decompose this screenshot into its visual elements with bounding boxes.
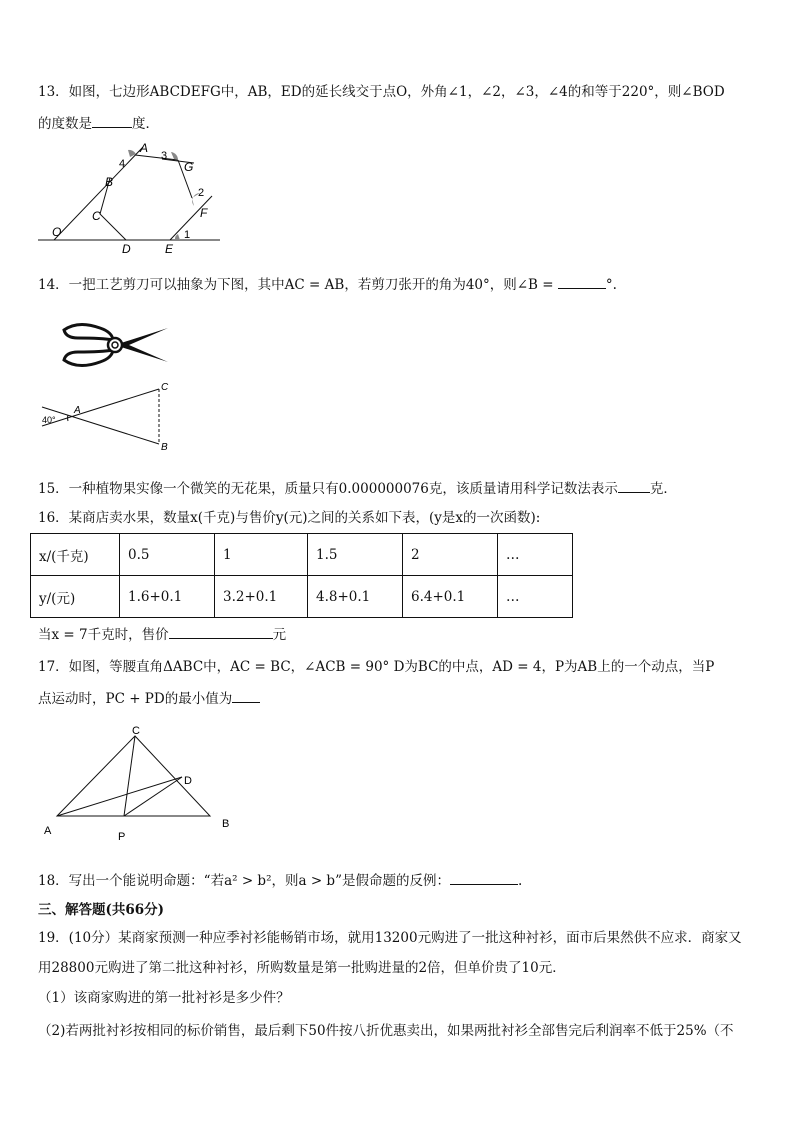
q13-label-D: D bbox=[122, 242, 131, 255]
table-cell: 1.5 bbox=[308, 534, 403, 576]
q19-sub1: （1）该商家购进的第一批衬衫是多少件？ bbox=[38, 990, 290, 1006]
table-cell: 4.8+0.1 bbox=[308, 576, 403, 618]
q15-text bbox=[38, 478, 677, 499]
table-cell: 1.6+0.1 bbox=[120, 576, 215, 618]
q14-label-A: A bbox=[74, 405, 81, 416]
q16-table bbox=[30, 533, 573, 618]
q15-answer-blank[interactable] bbox=[618, 478, 650, 493]
table-cell: 1 bbox=[215, 534, 308, 576]
q13-label-3: 3 bbox=[161, 150, 168, 162]
q16-answer-blank[interactable] bbox=[169, 624, 273, 639]
q13-label-F: F bbox=[200, 206, 208, 220]
q13-label-G: G bbox=[184, 160, 194, 174]
table-cell: … bbox=[498, 576, 573, 618]
q13-label-A: A bbox=[140, 141, 149, 155]
q19-text-line2: 用28800元购进了第二批这种衬衫，所购数量是第一批购进量的2倍，但单价贵了10元． bbox=[38, 960, 566, 976]
table-row bbox=[31, 576, 573, 618]
q16-text: 16．某商店卖水果，数量x(千克)与售价y(元)之间的关系如下表，(y是x的一次函数): bbox=[38, 510, 541, 526]
q17-label-B: B bbox=[222, 818, 230, 830]
q17-text-line2 bbox=[38, 688, 260, 709]
q13-label-1: 1 bbox=[184, 229, 191, 241]
q14-label-B: B bbox=[161, 442, 168, 453]
q13-text-line2 bbox=[38, 113, 159, 134]
q13-text-post: 度． bbox=[132, 116, 159, 132]
q18-text-tail: . bbox=[517, 873, 523, 889]
q13-text-pre: 的度数是 bbox=[38, 116, 92, 132]
q17-answer-blank[interactable] bbox=[232, 688, 260, 703]
q13-answer-blank[interactable] bbox=[92, 113, 132, 128]
table-cell: 0.5 bbox=[120, 534, 215, 576]
q17-label-D: D bbox=[184, 775, 192, 787]
q16-after-post: 元 bbox=[272, 627, 287, 643]
q14-text bbox=[38, 274, 617, 295]
q19-text-line1: 19．(10分）某商家预测一种应季衬衫能畅销市场，就用13200元购进了一批这种衬衫，面市后果然供不应求．商家又 bbox=[38, 930, 742, 946]
q14-label-C: C bbox=[161, 382, 169, 393]
q13-label-C: C bbox=[92, 209, 101, 223]
q13-label-E: E bbox=[165, 242, 174, 255]
table-cell: x/(千克) bbox=[31, 534, 120, 576]
q13-text-line1: 13．如图，七边形ABCDEFG中，AB，ED的延长线交于点O，外角∠1，∠2，∠3，∠4的和等于220°，则∠BOD bbox=[38, 84, 725, 100]
q18-text-main: 18．写出一个能说明命题：“若a² > b²，则a > b”是假命题的反例： bbox=[38, 873, 450, 889]
q17-label-A: A bbox=[44, 825, 52, 837]
q14-figure bbox=[38, 378, 178, 453]
q16-after bbox=[38, 624, 286, 645]
scissors-icon bbox=[58, 318, 170, 372]
q14-label-angle: 40° bbox=[42, 415, 56, 425]
section-heading: 三、解答题(共66分) bbox=[38, 902, 165, 918]
q14-answer-blank[interactable] bbox=[558, 274, 606, 289]
q17-figure bbox=[38, 722, 248, 846]
q17-label-P: P bbox=[118, 831, 126, 843]
table-cell: 6.4+0.1 bbox=[403, 576, 498, 618]
table-cell: … bbox=[498, 534, 573, 576]
q16-after-pre: 当x = 7千克时，售价 bbox=[38, 627, 169, 643]
table-row bbox=[31, 534, 573, 576]
table-cell: y/(元) bbox=[31, 576, 120, 618]
q15-text-tail: 克． bbox=[649, 481, 677, 497]
table-cell: 3.2+0.1 bbox=[215, 576, 308, 618]
q13-label-2: 2 bbox=[198, 187, 205, 199]
q15-text-main: 15．一种植物果实像一个微笑的无花果，质量只有0.000000076克，该质量请用科学记数法表示 bbox=[38, 481, 618, 497]
q13-label-B: B bbox=[105, 175, 114, 189]
q18-answer-blank[interactable] bbox=[450, 870, 518, 885]
q17-text-line1: 17．如图，等腰直角ΔABC中，AC = BC，∠ACB = 90° D为BC的中点，AD = 4，P为AB上的一个动点，当P bbox=[38, 659, 715, 675]
q17-text-main: 点运动时，PC + PD的最小值为 bbox=[38, 691, 233, 707]
table-cell: 2 bbox=[403, 534, 498, 576]
q13-label-4: 4 bbox=[119, 158, 126, 170]
q13-label-O: O bbox=[52, 225, 62, 239]
q14-text-tail: °. bbox=[605, 277, 617, 293]
q19-sub2: （2)若两批衬衫按相同的标价销售，最后剩下50件按八折优惠卖出，如果两批衬衫全部售完后利润率不低于25%（不 bbox=[38, 1023, 734, 1039]
q17-label-C: C bbox=[132, 725, 140, 737]
q18-text bbox=[38, 870, 522, 891]
q14-text-main: 14．一把工艺剪刀可以抽象为下图，其中AC = AB，若剪刀张开的角为40°，则∠B = bbox=[38, 277, 554, 293]
q13-figure bbox=[30, 140, 230, 255]
